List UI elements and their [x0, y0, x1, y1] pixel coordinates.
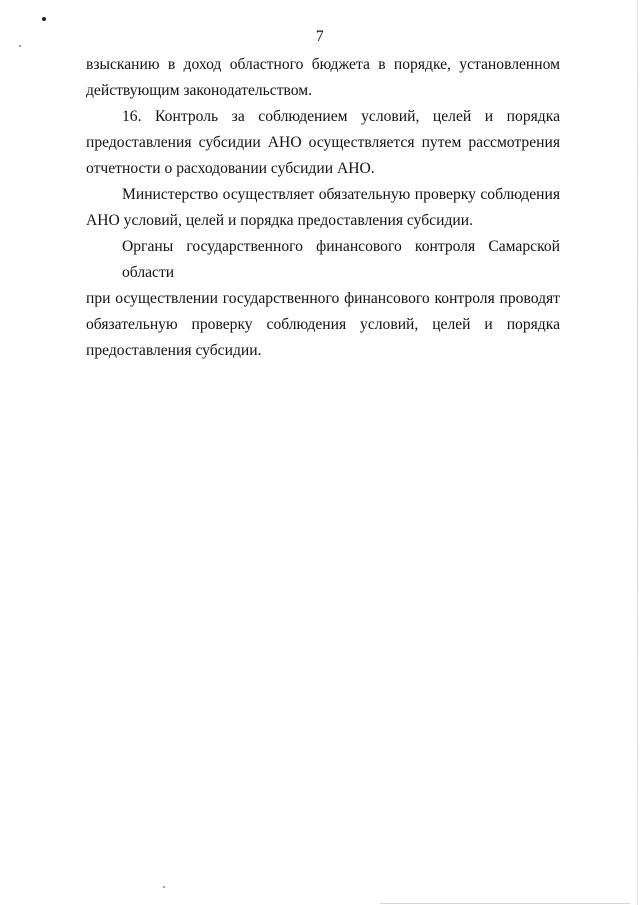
text-line: действующим законодательством.	[86, 82, 313, 99]
paragraph	[86, 52, 560, 104]
text-line: Органы государственного финансового контроля Самарской области	[122, 238, 560, 281]
page-number: 7	[315, 28, 325, 45]
scan-edge-right	[637, 0, 638, 905]
text-line: Министерство осуществляет обязательную проверку соблюдения	[122, 186, 560, 203]
text-line: АНО условий, целей и порядка предоставления субсидии.	[86, 212, 473, 229]
paragraph	[86, 234, 560, 364]
paragraph	[86, 104, 560, 182]
text-line: взысканию в доход областного бюджета в порядке, установленном	[86, 56, 560, 73]
text-line: при осуществлении государственного финансового контроля проводят	[86, 290, 560, 307]
text-line: предоставления субсидии АНО осуществляется путем рассмотрения	[86, 134, 560, 151]
text-line: 16. Контроль за соблюдением условий, целей и порядка	[122, 108, 560, 125]
text-line: отчетности о расходовании субсидии АНО.	[86, 160, 375, 177]
scan-dust-mark	[42, 17, 46, 21]
text-line: предоставления субсидии.	[86, 342, 262, 359]
paragraph	[86, 182, 560, 234]
text-line: обязательную проверку соблюдения условий, целей и порядка	[86, 316, 560, 333]
scan-edge-bottom	[380, 903, 630, 904]
document-body	[86, 52, 560, 364]
scan-dust-mark	[163, 886, 165, 888]
